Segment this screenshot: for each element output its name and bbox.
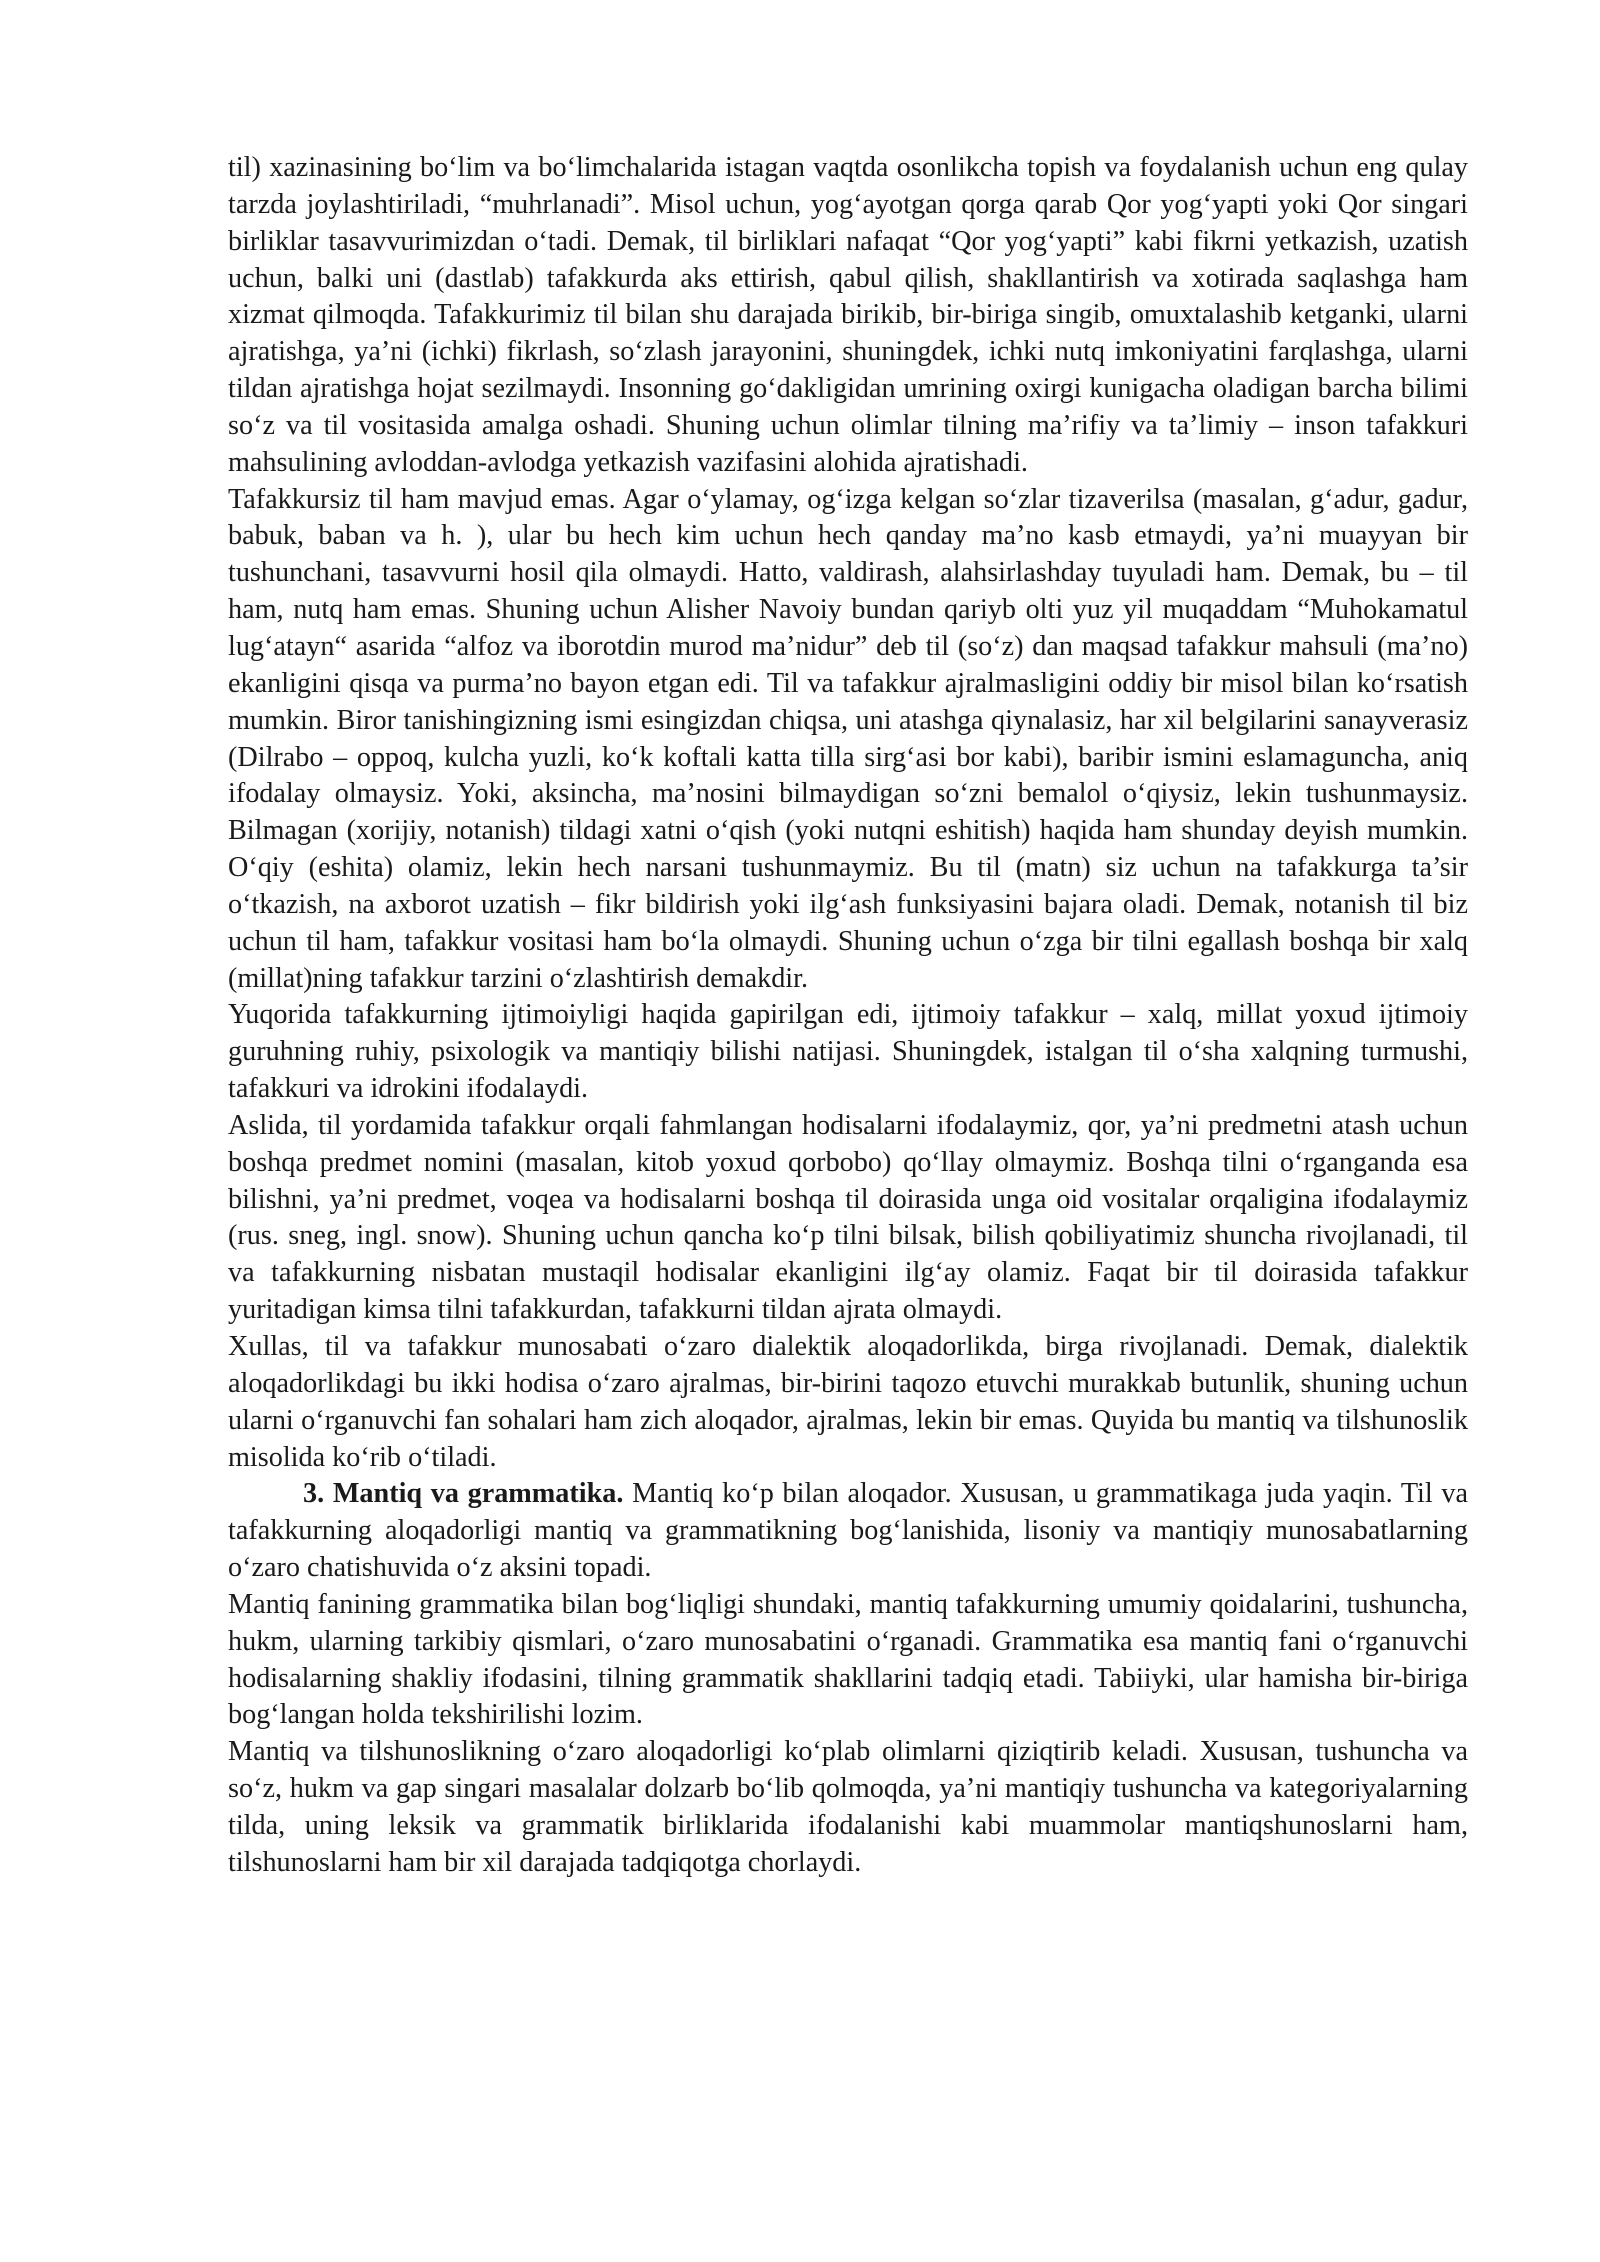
section-heading: 3. Mantiq va grammatika.: [303, 1478, 624, 1510]
paragraph: Tafakkursiz til ham mavjud emas. Agar o‘ylamay, og‘izga kelgan so‘zlar tizaverilsa (masalan, g‘adur, gadur, babuk, baban va h. ), ular bu hech kim uchun hech qanday ma’no kasb etmaydi, ya’ni muayyan bir tushunchani, tasavvurni hosil qila olmaydi. Hatto, valdirash, alahsirlashday tuyuladi ham. Demak, bu – til ham, nutq ham emas. Shuning uchun Alisher Navoiy bundan qariyb olti yuz yil muqaddam “Muhokamatul lug‘atayn“ asarida “alfoz va iborotdin murod ma’nidur” deb til (so‘z) dan maqsad tafakkur mahsuli (ma’no) ekanligini qisqa va purma’no bayon etgan edi. Til va tafakkur ajralmasligini oddiy bir misol bilan ko‘rsatish mumkin. Biror tanishingizning ismi esingizdan chiqsa, uni atashga qiynalasiz, har xil belgilarini sanayverasiz (Dilrabo – oppoq, kulcha yuzli, ko‘k koftali katta tilla sirg‘asi bor kabi), baribir ismini eslamaguncha, aniq ifodalay olmaysiz. Yoki, aksincha, ma’nosini bilmaydigan so‘zni bemalol o‘qiysiz, lekin tushunmaysiz. Bilmagan (xorijiy, notanish) tildagi xatni o‘qish (yoki nutqni eshitish) haqida ham shunday deyish mumkin. O‘qiy (eshita) olamiz, lekin hech narsani tushunmaymiz. Bu til (matn) siz uchun na tafakkurga ta’sir o‘tkazish, na axborot uzatish – fikr bildirish yoki ilg‘ash funksiyasini bajara oladi. Demak, notanish til biz uchun til ham, tafakkur vositasi ham bo‘la olmaydi. Shuning uchun o‘zga bir tilni egallash boshqa bir xalq (millat)ning tafakkur tarzini o‘zlashtirish demakdir.: [228, 483, 1468, 994]
section-paragraph: [228, 1476, 1468, 1587]
section-lead-text: Mantiq ko‘p bilan aloqador. Xususan, u grammatikaga juda yaqin. Til va tafakkurning aloqadorligi mantiq va grammatikning bog‘lanishida, lisoniy va mantiqiy munosabatlarning o‘zaro chatishuvida o‘z aksini topadi.: [228, 1478, 1468, 1584]
paragraph: til) xazinasining bo‘lim va bo‘limchalarida istagan vaqtda osonlikcha topish va foydalanish uchun eng qulay tarzda joylashtiriladi, “muhrlanadi”. Misol uchun, yog‘ayotgan qorga qarab Qor yog‘yapti yoki Qor singari birliklar tasavvurimizdan o‘tadi. Demak, til birliklari nafaqat “Qor yog‘yapti” kabi fikrni yetkazish, uzatish uchun, balki uni (dastlab) tafakkurda aks ettirish, qabul qilish, shakllantirish va xotirada saqlashga ham xizmat qilmoqda. Tafakkurimiz til bilan shu darajada birikib, bir-biriga singib, omuxtalashib ketganki, ularni ajratishga, ya’ni (ichki) fikrlash, so‘zlash jarayonini, shuningdek, ichki nutq imkoniyatini farqlashga, ularni tildan ajratishga hojat sezilmaydi. Insonning go‘dakligidan umrining oxirgi kunigacha oladigan barcha bilimi so‘z va til vositasida amalga oshadi. Shuning uchun olimlar tilning ma’rifiy va ta’limiy – inson tafakkuri mahsulining avloddan-avlodga yetkazish vazifasini alohida ajratishadi.: [228, 152, 1468, 478]
paragraph: Mantiq va tilshunoslikning o‘zaro aloqadorligi ko‘plab olimlarni qiziqtirib keladi. Xususan, tushuncha va so‘z, hukm va gap singari masalalar dolzarb bo‘lib qolmoqda, ya’ni mantiqiy tushuncha va kategoriyalarning tilda, uning leksik va grammatik birliklarida ifodalanishi kabi muammolar mantiqshunoslarni ham, tilshunoslarni ham bir xil darajada tadqiqotga chorlaydi.: [228, 1736, 1468, 1878]
paragraph: Mantiq fanining grammatika bilan bog‘liqligi shundaki, mantiq tafakkurning umumiy qoidalarini, tushuncha, hukm, ularning tarkibiy qismlari, o‘zaro munosabatini o‘rganadi. Grammatika esa mantiq fani o‘rganuvchi hodisalarning shakliy ifodasini, tilning grammatik shakllarini tadqiq etadi. Tabiiyki, ular hamisha bir-biriga bog‘langan holda tekshirilishi lozim.: [228, 1588, 1468, 1731]
paragraph: Yuqorida tafakkurning ijtimoiyligi haqida gapirilgan edi, ijtimoiy tafakkur – xalq, millat yoxud ijtimoiy guruhning ruhiy, psixologik va mantiqiy bilishi natijasi. Shuningdek, istalgan til o‘sha xalqning turmushi, tafakkuri va idrokini ifodalaydi.: [228, 999, 1468, 1105]
paragraph: Aslida, til yordamida tafakkur orqali fahmlangan hodisalarni ifodalaymiz, qor, ya’ni predmetni atash uchun boshqa predmet nomini (masalan, kitob yoxud qorbobo) qo‘llay olmaymiz. Boshqa tilni o‘rganganda esa bilishni, ya’ni predmet, voqea va hodisalarni boshqa til doirasida unga oid vositalar orqaligina ifodalaymiz (rus. sneg, ingl. snow). Shuning uchun qancha ko‘p tilni bilsak, bilish qobiliyatimiz shuncha rivojlanadi, til va tafakkurning nisbatan mustaqil hodisalar ekanligini ilg‘ay olamiz. Faqat bir til doirasida tafakkur yuritadigan kimsa tilni tafakkurdan, tafakkurni tildan ajrata olmaydi.: [228, 1109, 1468, 1326]
document-page: [228, 150, 1468, 1882]
paragraph: Xullas, til va tafakkur munosabati o‘zaro dialektik aloqadorlikda, birga rivojlanadi. Demak, dialektik aloqadorlikdagi bu ikki hodisa o‘zaro ajralmas, bir-birini taqozo etuvchi murakkab butunlik, shuning uchun ularni o‘rganuvchi fan sohalari ham zich aloqador, ajralmas, lekin bir emas. Quyida bu mantiq va tilshunoslik misolida ko‘rib o‘tiladi.: [228, 1331, 1468, 1473]
